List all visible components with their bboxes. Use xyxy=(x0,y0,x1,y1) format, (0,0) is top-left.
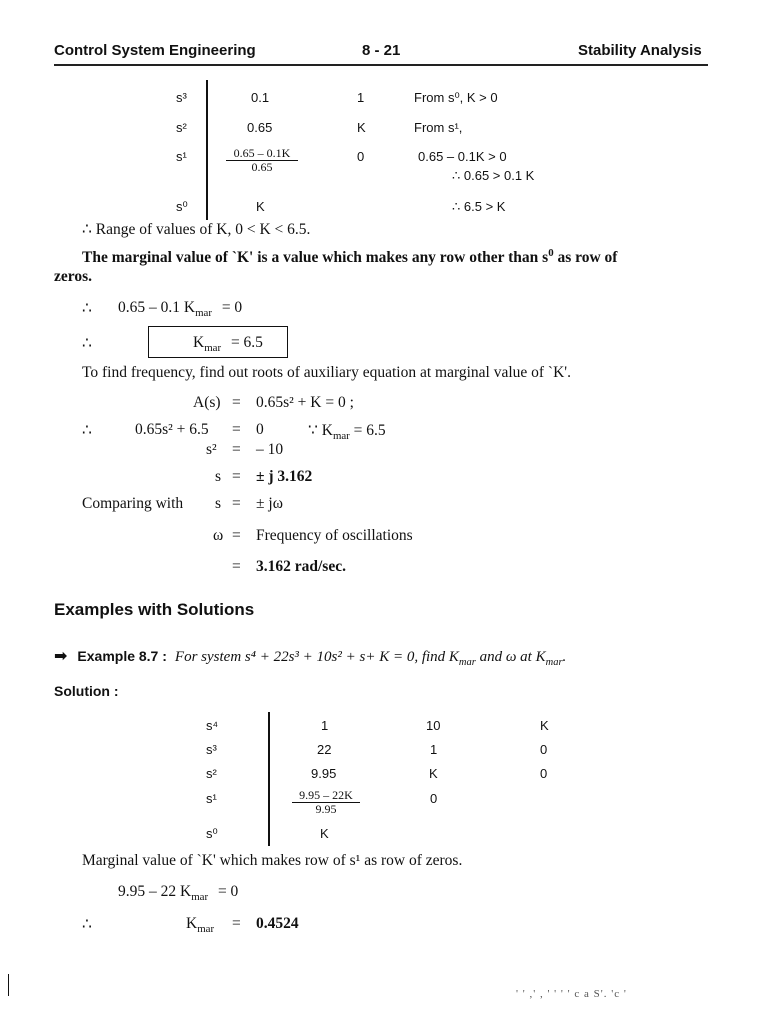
example-text xyxy=(174,649,567,668)
table2-cell: K xyxy=(429,766,438,781)
header-rule xyxy=(54,64,708,66)
table1-cell: 0.1 xyxy=(251,90,270,105)
aux-eq: = xyxy=(232,468,241,485)
aux-line2-rhs: 0 xyxy=(256,421,264,438)
table2-cell: 1 xyxy=(430,742,438,757)
aux-eq: = xyxy=(232,558,241,575)
table2-cell: 0 xyxy=(540,766,548,781)
table1-cell: 0.65 xyxy=(247,120,273,135)
aux-line5-lhs: s xyxy=(215,495,222,512)
table2-cell: 10 xyxy=(426,718,441,733)
aux-rhs: 0.65s² + K = 0 ; xyxy=(256,394,354,411)
table2-cell: K xyxy=(540,718,549,733)
header-left: Control System Engineering xyxy=(54,42,256,59)
marginal-value-line: Marginal value of `K' which makes row of s¹ as row of zeros. xyxy=(82,852,463,869)
aux-eq: = xyxy=(232,527,241,544)
table1-cell: 1 xyxy=(357,90,365,105)
kmar-result xyxy=(193,334,263,354)
table1-note: ∴ 6.5 > K xyxy=(452,199,506,214)
table2-cell: 0 xyxy=(540,742,548,757)
kmar-rhs: = 6.5 xyxy=(230,334,263,351)
because-k: ∵ K xyxy=(308,422,333,439)
header-page-number: 8 - 21 xyxy=(362,42,401,59)
equation-lhs: 0.65 – 0.1 K xyxy=(118,299,196,316)
fraction-denominator: 0.65 xyxy=(251,160,273,174)
table1-fraction xyxy=(226,146,298,173)
marginal-definition-text: The marginal value of `K' is a value which makes any row other than s xyxy=(82,249,549,267)
table2-cell: K xyxy=(320,826,329,841)
marginal-definition-line2: zeros. xyxy=(54,268,93,285)
example-label: Example 8.7 : xyxy=(77,648,167,664)
marginal-definition xyxy=(82,247,617,267)
table1-row-label: s² xyxy=(176,120,187,135)
table1-cell: K xyxy=(357,120,366,135)
left-margin-mark xyxy=(8,974,9,996)
aux-line2-because xyxy=(308,421,386,442)
aux-line3-rhs: – 10 xyxy=(256,441,284,458)
aux-eq: = xyxy=(232,394,241,411)
example-sub2: mar xyxy=(545,657,563,668)
kmar-sub: mar xyxy=(204,342,222,355)
header-right: Stability Analysis xyxy=(578,42,702,59)
footer-scan-noise: ' ' ,' , ' ' ' ' c a S'. 'c ' xyxy=(516,988,627,1000)
kmar-final-value: 0.4524 xyxy=(256,915,299,932)
therefore-symbol: ∴ xyxy=(82,300,92,317)
aux-line3-lhs: s² xyxy=(206,441,217,458)
equation-marginal xyxy=(118,883,238,903)
aux-line2-lhs: 0.65s² + 6.5 xyxy=(135,421,209,438)
because-sub: mar xyxy=(332,430,350,443)
marginal-definition-sup: 0 xyxy=(548,247,554,259)
comparing-label: Comparing with xyxy=(82,495,184,512)
equation-lhs: 9.95 – 22 K xyxy=(118,883,192,900)
aux-line4-rhs: ± j 3.162 xyxy=(256,468,313,485)
table1-row-label: s³ xyxy=(176,90,187,105)
fraction-numerator: 0.65 – 0.1K xyxy=(226,146,298,161)
example-line xyxy=(54,646,566,668)
table1-cell: K xyxy=(256,199,265,214)
table2-cell: 22 xyxy=(317,742,332,757)
kmar-final-lhs: K xyxy=(186,915,198,932)
table2-row-label: s⁰ xyxy=(206,826,218,841)
because-value: = 6.5 xyxy=(349,422,386,439)
therefore-symbol: ∴ xyxy=(82,916,92,933)
table1-row-label: s¹ xyxy=(176,149,187,164)
table2-row-label: s⁴ xyxy=(206,718,219,733)
equation-kmar xyxy=(118,299,242,319)
table1-row-label: s⁰ xyxy=(176,199,188,214)
therefore-symbol: ∴ xyxy=(82,422,92,439)
example-text-part2: and ω at K xyxy=(475,649,546,665)
fraction-numerator: 9.95 – 22K xyxy=(292,788,360,803)
example-text-part3: . xyxy=(562,649,567,665)
table2-row-label: s¹ xyxy=(206,791,217,806)
kmar-final-sub: mar xyxy=(197,923,215,936)
therefore-symbol: ∴ xyxy=(82,335,92,352)
aux-eq: = xyxy=(232,441,241,458)
aux-line6-lhs: ω xyxy=(213,527,224,544)
aux-line4-lhs: s xyxy=(215,468,222,485)
aux-eq: = xyxy=(232,495,241,512)
table1-note: ∴ 0.65 > 0.1 K xyxy=(452,168,535,183)
equation-sub: mar xyxy=(191,891,209,904)
kmar-final-eq: = xyxy=(232,915,241,932)
fraction-denominator: 9.95 xyxy=(315,802,337,816)
aux-lhs: A(s) xyxy=(193,394,221,411)
kmar-lhs: K xyxy=(193,334,205,351)
aux-line7-rhs: 3.162 rad/sec. xyxy=(256,558,346,575)
example-arrow-icon: ➡ xyxy=(54,648,68,665)
table2-divider xyxy=(268,712,270,846)
solution-label: Solution : xyxy=(54,683,119,699)
table2-cell: 9.95 xyxy=(311,766,337,781)
marginal-definition-text2: as row of xyxy=(553,249,618,267)
table1-divider xyxy=(206,80,208,220)
table2-row-label: s² xyxy=(206,766,217,781)
aux-line6-rhs: Frequency of oscillations xyxy=(256,527,413,544)
table1-cell: 0 xyxy=(357,149,365,164)
frequency-intro: To find frequency, find out roots of auxiliary equation at marginal value of `K'. xyxy=(82,364,571,381)
table2-row-label: s³ xyxy=(206,742,217,757)
table1-note: From s⁰, K > 0 xyxy=(414,90,498,105)
example-text-part1: For system s⁴ + 22s³ + 10s² + s+ K = 0, find K xyxy=(174,649,459,665)
range-line: ∴ Range of values of K, 0 < K < 6.5. xyxy=(82,221,311,238)
equation-sub: mar xyxy=(195,307,212,320)
example-sub1: mar xyxy=(458,657,476,668)
table1-note: 0.65 – 0.1K > 0 xyxy=(418,149,507,164)
kmar-final xyxy=(186,915,214,935)
equation-rhs: = 0 xyxy=(221,299,243,316)
equation-rhs: = 0 xyxy=(217,883,239,900)
table1-note: From s¹, xyxy=(414,120,463,135)
aux-line5-rhs: ± jω xyxy=(256,495,283,512)
aux-eq: = xyxy=(232,421,241,438)
section-title: Examples with Solutions xyxy=(54,600,255,619)
table2-fraction xyxy=(292,788,360,815)
table2-cell: 1 xyxy=(321,718,329,733)
table2-cell: 0 xyxy=(430,791,438,806)
